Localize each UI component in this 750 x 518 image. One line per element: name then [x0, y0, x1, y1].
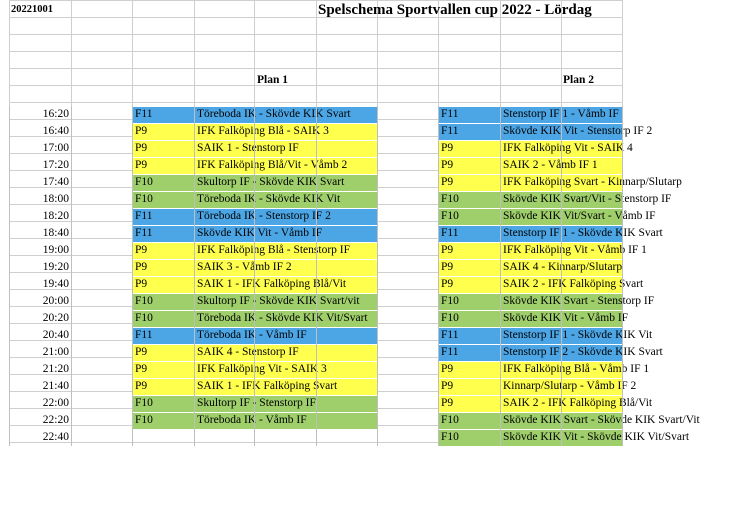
- p1-category: F10: [135, 312, 153, 324]
- plan-1-header: Plan 1: [257, 74, 288, 86]
- p1-match: IFK Falköping Vit - SAIK 3: [197, 363, 327, 375]
- p1-match: Skultorp IF - Skövde KIK Svart: [197, 176, 345, 188]
- p2-match: SAIK 2 - IFK Falköping Blå/Vit: [503, 397, 653, 409]
- date-cell: 20221001: [11, 4, 53, 15]
- p1-match: Töreboda IK - Våmb IF: [197, 329, 307, 341]
- p2-category: F11: [441, 125, 459, 137]
- p1-match: SAIK 1 - IFK Falköping Blå/Vit: [197, 278, 347, 290]
- grid-row-line: [9, 85, 622, 86]
- p1-match: Skövde KIK Vit - Våmb IF: [197, 227, 323, 239]
- p2-match: SAIK 2 - IFK Falköping Svart: [503, 278, 644, 290]
- p2-match: Skövde KIK Vit/Svart - Våmb IF: [503, 210, 656, 222]
- p1-match: Töreboda IK - Skövde KIK Vit: [197, 193, 341, 205]
- time-cell: 17:40: [42, 176, 69, 188]
- grid-column-line-overlay: [500, 106, 501, 446]
- grid-column-line-overlay: [561, 106, 562, 446]
- sheet-title: Spelschema Sportvallen cup 2022 - Lördag: [318, 2, 592, 18]
- p2-match: Skövde KIK Vit - Stenstorp IF 2: [503, 125, 653, 137]
- p1-category: P9: [135, 142, 148, 154]
- p2-category: P9: [441, 244, 454, 256]
- p2-category: P9: [441, 261, 454, 273]
- p1-category: P9: [135, 159, 148, 171]
- grid-column-line-overlay: [316, 106, 317, 446]
- p2-category: P9: [441, 380, 454, 392]
- p1-match: IFK Falköping Blå/Vit - Våmb 2: [197, 159, 348, 171]
- time-cell: 18:00: [42, 193, 69, 205]
- p1-category: F10: [135, 176, 153, 188]
- time-cell: 21:20: [42, 363, 69, 375]
- p1-match: Skultorp IF - Skövde KIK Svart/vit: [197, 295, 360, 307]
- p2-category: P9: [441, 278, 454, 290]
- p1-category: P9: [135, 278, 148, 290]
- p1-category: P9: [135, 261, 148, 273]
- grid-row-line: [9, 34, 622, 35]
- p2-match: SAIK 2 - Våmb IF 1: [503, 159, 598, 171]
- grid-column-line-overlay: [438, 106, 439, 446]
- p1-category: F11: [135, 210, 153, 222]
- p2-match: Stenstorp IF 1 - Skövde KIK Svart: [503, 227, 663, 239]
- p2-category: F10: [441, 312, 459, 324]
- p1-category: P9: [135, 244, 148, 256]
- p1-category: F10: [135, 397, 153, 409]
- grid-column-line-overlay: [622, 106, 623, 446]
- p2-category: P9: [441, 363, 454, 375]
- p2-match: IFK Falköping Vit - SAIK 4: [503, 142, 633, 154]
- grid-column-line-overlay: [254, 106, 255, 446]
- p1-category: F10: [135, 414, 153, 426]
- grid-column-line-overlay: [132, 106, 133, 446]
- time-cell: 19:20: [42, 261, 69, 273]
- time-cell: 20:20: [42, 312, 69, 324]
- grid-column-line-overlay: [71, 106, 72, 446]
- p1-category: F11: [135, 329, 153, 341]
- p1-match: SAIK 1 - IFK Falköping Svart: [197, 380, 338, 392]
- time-cell: 22:20: [42, 414, 69, 426]
- p2-category: P9: [441, 176, 454, 188]
- grid-column-line-overlay: [377, 106, 378, 446]
- time-cell: 20:40: [42, 329, 69, 341]
- grid-row-line: [9, 51, 622, 52]
- p1-match: Skultorp IF - Stenstorp IF: [197, 397, 316, 409]
- p2-category: F10: [441, 193, 459, 205]
- p2-category: F10: [441, 210, 459, 222]
- p1-category: F10: [135, 295, 153, 307]
- p1-match: Töreboda IK - Våmb IF: [197, 414, 307, 426]
- grid-row-line: [9, 68, 622, 69]
- time-cell: 22:00: [42, 397, 69, 409]
- p2-match: Stenstorp IF 1 - Våmb IF: [503, 108, 619, 120]
- p1-match: Töreboda IK - Skövde KIK Svart: [197, 108, 351, 120]
- p2-category: F10: [441, 414, 459, 426]
- p1-match: SAIK 1 - Stenstorp IF: [197, 142, 299, 154]
- p2-match: Skövde KIK Vit - Våmb IF: [503, 312, 629, 324]
- time-cell: 22:40: [42, 431, 69, 443]
- p2-match: Stenstorp IF 2 - Skövde KIK Svart: [503, 346, 663, 358]
- time-cell: 19:40: [42, 278, 69, 290]
- schedule-sheet: [9, 0, 700, 446]
- time-cell: 18:20: [42, 210, 69, 222]
- p1-category: F10: [135, 193, 153, 205]
- p2-match: IFK Falköping Svart - Kinnarp/Slutarp: [503, 176, 682, 188]
- p1-category: F11: [135, 108, 153, 120]
- p2-match: Skövde KIK Svart - Skövde KIK Svart/Vit: [503, 414, 700, 426]
- p2-match: Skövde KIK Vit - Skövde KIK Vit/Svart: [503, 431, 690, 443]
- time-cell: 18:40: [42, 227, 69, 239]
- time-cell: 17:00: [42, 142, 69, 154]
- time-cell: 20:00: [42, 295, 69, 307]
- p2-match: Kinnarp/Slutarp - Våmb IF 2: [503, 380, 637, 392]
- grid-column-line-overlay: [194, 106, 195, 446]
- grid-column-line-overlay: [9, 106, 10, 446]
- p2-category: P9: [441, 159, 454, 171]
- p2-match: IFK Falköping Blå - Våmb IF 1: [503, 363, 650, 375]
- p1-match: SAIK 3 - Våmb IF 2: [197, 261, 292, 273]
- p1-match: Töreboda IK - Stenstorp IF 2: [197, 210, 331, 222]
- p2-category: F10: [441, 295, 459, 307]
- time-cell: 21:40: [42, 380, 69, 392]
- time-cell: 16:20: [42, 108, 69, 120]
- p2-match: SAIK 4 - Kinnarp/Slutarp: [503, 261, 623, 273]
- time-cell: 16:40: [42, 125, 69, 137]
- p1-category: F11: [135, 227, 153, 239]
- p2-category: F11: [441, 346, 459, 358]
- p2-match: IFK Falköping Vit - Våmb IF 1: [503, 244, 647, 256]
- p2-category: F11: [441, 329, 459, 341]
- p2-category: F11: [441, 108, 459, 120]
- p1-match: IFK Falköping Blå - SAIK 3: [197, 125, 329, 137]
- p2-category: F10: [441, 431, 459, 443]
- p2-category: F11: [441, 227, 459, 239]
- p2-match: Stenstorp IF 1 - Skövde KIK Vit: [503, 329, 653, 341]
- p1-match: IFK Falköping Blå - Stenstorp IF: [197, 244, 351, 256]
- p2-category: P9: [441, 397, 454, 409]
- p1-category: P9: [135, 363, 148, 375]
- p1-category: P9: [135, 125, 148, 137]
- p1-match: SAIK 4 - Stenstorp IF: [197, 346, 299, 358]
- p1-category: P9: [135, 346, 148, 358]
- p1-match: Töreboda IK - Skövde KIK Vit/Svart: [197, 312, 368, 324]
- p2-match: Skövde KIK Svart/Vit - Stenstorp IF: [503, 193, 672, 205]
- time-cell: 19:00: [42, 244, 69, 256]
- time-cell: 21:00: [42, 346, 69, 358]
- p2-match: Skövde KIK Svart - Stenstorp IF: [503, 295, 655, 307]
- p2-category: P9: [441, 142, 454, 154]
- grid-row-line: [9, 102, 622, 103]
- p1-category: P9: [135, 380, 148, 392]
- time-cell: 17:20: [42, 159, 69, 171]
- plan-2-header: Plan 2: [563, 74, 594, 86]
